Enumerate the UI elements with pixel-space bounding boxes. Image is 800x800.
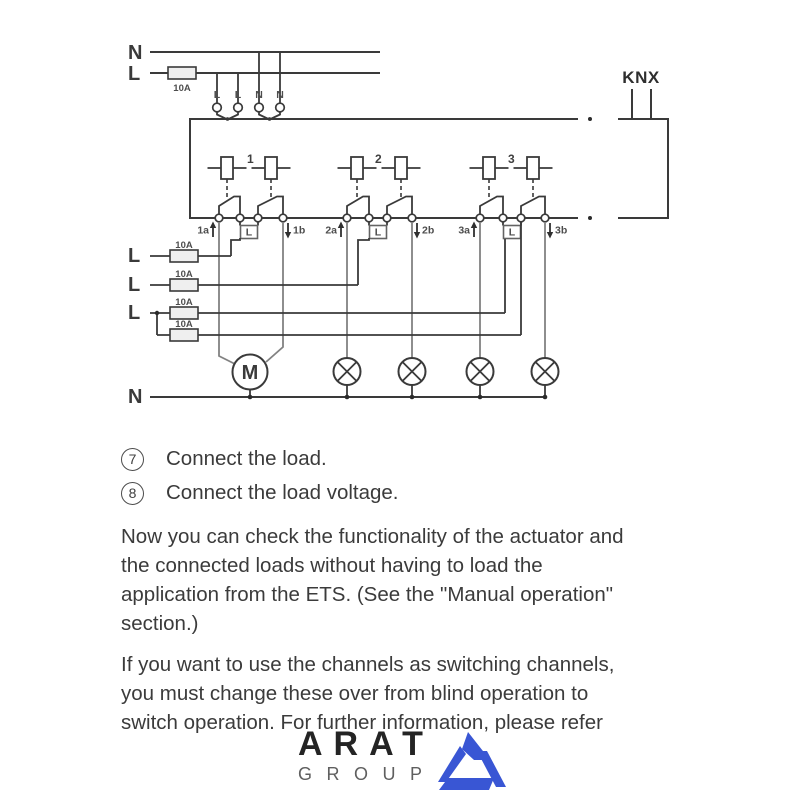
- supply-terminal: [255, 103, 264, 112]
- output-b-label: 2b: [422, 224, 435, 237]
- wire-1b: [266, 222, 283, 362]
- relay-link: [357, 179, 401, 197]
- paragraph-line: application from the ETS. (See the "Manual operation": [121, 583, 614, 606]
- junction-dot: [345, 395, 350, 400]
- lamp-icon: [399, 358, 426, 397]
- step-text: Connect the load.: [166, 447, 327, 470]
- supply-l-label: L: [128, 63, 141, 85]
- supply-fuse-label: 10A: [173, 83, 191, 94]
- junction-dot: [543, 395, 548, 400]
- up-arrow-icon: [338, 222, 344, 238]
- relay-coil-icon: [527, 157, 539, 179]
- junction-dot: [155, 311, 159, 315]
- l-terminal-label: L: [245, 226, 253, 239]
- knx-bus-lines: [632, 89, 651, 119]
- steps-list: [121, 447, 399, 515]
- bus-terminal: [476, 214, 484, 222]
- channel-number: 1: [247, 152, 254, 166]
- paragraph-line: switch operation. For further information, please refer: [121, 711, 603, 734]
- continuation-dot: [588, 216, 592, 220]
- channel-number: 2: [375, 152, 382, 166]
- channel-1: [197, 152, 305, 239]
- terminal-label-l2: L: [234, 89, 242, 101]
- fuse-label-3b: 10A: [175, 319, 193, 330]
- knx-box-outline: [618, 119, 668, 218]
- lamp-icon: [334, 358, 361, 397]
- contact-b: [258, 197, 283, 219]
- paragraph-line: If you want to use the channels as switching channels,: [121, 653, 615, 676]
- up-arrow-icon: [471, 222, 477, 238]
- supply-fuse-icon: [168, 67, 196, 79]
- motor-label: M: [241, 362, 259, 384]
- output-a-label: 3a: [458, 224, 470, 237]
- bus-terminal: [343, 214, 351, 222]
- output-b-label: 3b: [555, 224, 568, 237]
- bus-terminal: [236, 214, 244, 222]
- fuse-icon: [170, 329, 198, 341]
- output-a-label: 1a: [197, 224, 209, 237]
- paragraph-switching: [121, 650, 701, 737]
- junction-dot: [478, 395, 483, 400]
- up-arrow-icon: [210, 222, 216, 238]
- paragraph-line: you must change these over from blind operation to: [121, 682, 589, 705]
- bus-terminal: [499, 214, 507, 222]
- relay-coil-icon: [265, 157, 277, 179]
- continuation-dot: [588, 117, 592, 121]
- fuse-icon: [170, 307, 198, 319]
- paragraph-functionality: [121, 522, 701, 638]
- paragraph-line: the connected loads without having to load the: [121, 554, 543, 577]
- terminal-label-n1: N: [255, 89, 263, 101]
- supply-n-label: N: [128, 42, 143, 64]
- bus-terminal: [279, 214, 287, 222]
- supply-terminal: [234, 103, 243, 112]
- relay-link: [227, 179, 271, 197]
- terminal-label-l1: L: [213, 89, 221, 101]
- knx-section: [618, 68, 668, 218]
- loads-section: [128, 355, 559, 409]
- fuse-label-1: 10A: [175, 240, 193, 251]
- logo-left-bar: [438, 746, 466, 782]
- relay-coil-icon: [351, 157, 363, 179]
- logo-bottom-bar: [439, 778, 494, 790]
- lamp-icon: [467, 358, 494, 397]
- feed-l-label-2: L: [128, 274, 141, 296]
- channel-3: [458, 152, 567, 239]
- relay-coil-icon: [221, 157, 233, 179]
- channel-number: 3: [508, 152, 515, 166]
- step-number-badge: 7: [121, 448, 144, 471]
- l-terminal-label: L: [508, 226, 516, 239]
- fuse-icon: [170, 250, 198, 262]
- supply-section: [128, 42, 380, 121]
- fuse-label-2: 10A: [175, 269, 193, 280]
- supply-terminal: [213, 103, 222, 112]
- lamp-icon: [532, 358, 559, 397]
- feed-line-3a: [150, 239, 505, 313]
- step-row: [121, 447, 399, 471]
- bus-terminal: [254, 214, 262, 222]
- bus-terminal: [215, 214, 223, 222]
- down-arrow-icon: [285, 223, 291, 239]
- paragraph-line: Now you can check the functionality of the actuator and: [121, 525, 624, 548]
- junction-dot: [410, 395, 415, 400]
- bus-terminal: [383, 214, 391, 222]
- fuse-label-3a: 10A: [175, 297, 193, 308]
- output-a-label: 2a: [325, 224, 337, 237]
- step-text: Connect the load voltage.: [166, 481, 399, 504]
- bus-terminal: [517, 214, 525, 222]
- relay-link: [489, 179, 533, 197]
- neutral-label: N: [128, 386, 143, 408]
- paragraph-line: section.): [121, 612, 199, 635]
- supply-terminal: [276, 103, 285, 112]
- channel-2: [325, 152, 434, 239]
- feed-line-3b: [157, 222, 521, 335]
- bus-terminal: [541, 214, 549, 222]
- brand-name: ARAT: [298, 725, 434, 763]
- terminal-label-n2: N: [276, 89, 284, 101]
- brand-subtitle: GROUP: [298, 764, 437, 784]
- contact-b: [387, 197, 412, 219]
- down-arrow-icon: [547, 223, 553, 239]
- step-row: [121, 481, 399, 505]
- relay-coil-icon: [395, 157, 407, 179]
- l-terminal-label: L: [374, 226, 382, 239]
- step-number-badge: 8: [121, 482, 144, 505]
- brand-watermark: [298, 727, 437, 783]
- junction-dot: [248, 395, 253, 400]
- feed-l-label-3: L: [128, 302, 141, 324]
- bus-terminal: [408, 214, 416, 222]
- load-feed-section: [128, 222, 521, 341]
- down-arrow-icon: [414, 223, 420, 239]
- output-b-label: 1b: [293, 224, 306, 237]
- feed-l-label-1: L: [128, 245, 141, 267]
- terminal-feed-lines: [217, 52, 280, 103]
- knx-label: KNX: [622, 68, 660, 87]
- bus-terminal: [365, 214, 373, 222]
- fuse-icon: [170, 279, 198, 291]
- brand-triangle-logo-icon: [434, 729, 510, 791]
- load-wires: [219, 222, 545, 364]
- relay-coil-icon: [483, 157, 495, 179]
